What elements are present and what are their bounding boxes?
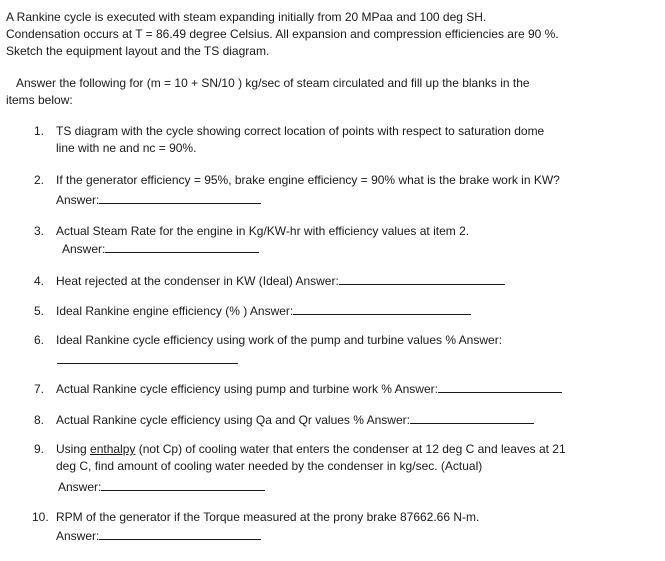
answer-blank[interactable] [99, 528, 261, 540]
item-text-line-2: line with ne and nc = 90%. [56, 141, 197, 155]
answer-blank[interactable] [57, 363, 238, 364]
item-number: 10. [32, 510, 49, 524]
item-text-line-1: Actual Rankine cycle efficiency using pump and turbine work % Answer: [56, 382, 438, 396]
answer-row [56, 528, 261, 544]
item-text-line-1: If the generator efficiency = 95%, brake engine efficiency = 90% what is the brake work in KW? [56, 173, 560, 187]
item-text-with-answer [56, 412, 534, 428]
item-number: 8. [34, 413, 45, 427]
item-text-post: (not Cp) of cooling water that enters the condenser at 12 deg C and leaves at 21 [135, 442, 566, 456]
item-number: 2. [34, 173, 45, 187]
answer-label: Answer: [56, 529, 100, 543]
answer-blank[interactable] [99, 192, 261, 204]
item-text-line-1: Heat rejected at the condenser in KW (Ideal) Answer: [56, 274, 339, 288]
item-text-line-1 [56, 441, 566, 457]
answer-label: Answer: [62, 242, 106, 256]
item-number: 9. [34, 442, 45, 456]
item-text-pre: Using [56, 442, 91, 456]
item-number: 1. [34, 124, 45, 138]
item-text-line-1: Actual Rankine cycle efficiency using Qa and Qr values % Answer: [56, 413, 410, 427]
item-text-with-answer [56, 273, 505, 289]
answer-label: Answer: [58, 480, 102, 494]
item-text-line-2: deg C, find amount of cooling water needed by the condenser in kg/sec. (Actual) [56, 459, 483, 473]
item-number: 4. [34, 274, 45, 288]
enthalpy-term: enthalpy [90, 442, 136, 456]
answer-row [58, 479, 265, 495]
instruction-line-1: Answer the following for (m = 10 + SN/10 ) kg/sec of steam circulated and fill up the blanks in the [16, 76, 530, 90]
item-text-line-1: RPM of the generator if the Torque measured at the prony brake 87662.66 N-m. [56, 510, 480, 524]
answer-blank[interactable] [438, 381, 562, 393]
intro-line-1: A Rankine cycle is executed with steam expanding initially from 20 MPaa and 100 deg SH. [6, 10, 487, 24]
item-text-with-answer [56, 303, 471, 319]
answer-blank[interactable] [101, 479, 265, 491]
answer-blank[interactable] [339, 273, 505, 285]
intro-line-2: Condensation occurs at T = 86.49 degree Celsius. All expansion and compression efficiencies are 90 %. [6, 27, 559, 41]
intro-line-3: Sketch the equipment layout and the TS diagram. [6, 44, 270, 58]
item-number: 5. [34, 304, 45, 318]
answer-blank[interactable] [105, 241, 259, 253]
instruction-line-2: items below: [6, 93, 73, 107]
answer-blank[interactable] [410, 412, 534, 424]
answer-row [56, 192, 261, 208]
item-text-line-1: Ideal Rankine cycle efficiency using work of the pump and turbine values % Answer: [56, 333, 503, 347]
item-number: 6. [34, 333, 45, 347]
answer-label: Answer: [56, 193, 100, 207]
item-text-line-1: TS diagram with the cycle showing correct location of points with respect to saturation dome [56, 124, 545, 138]
item-text-line-1: Ideal Rankine engine efficiency (% ) Answer: [56, 304, 294, 318]
answer-row [62, 241, 259, 257]
answer-blank[interactable] [293, 303, 471, 315]
item-text-with-answer [56, 381, 562, 397]
item-number: 7. [34, 382, 45, 396]
item-text-line-1: Actual Steam Rate for the engine in Kg/KW-hr with efficiency values at item 2. [56, 224, 470, 238]
item-number: 3. [34, 224, 45, 238]
